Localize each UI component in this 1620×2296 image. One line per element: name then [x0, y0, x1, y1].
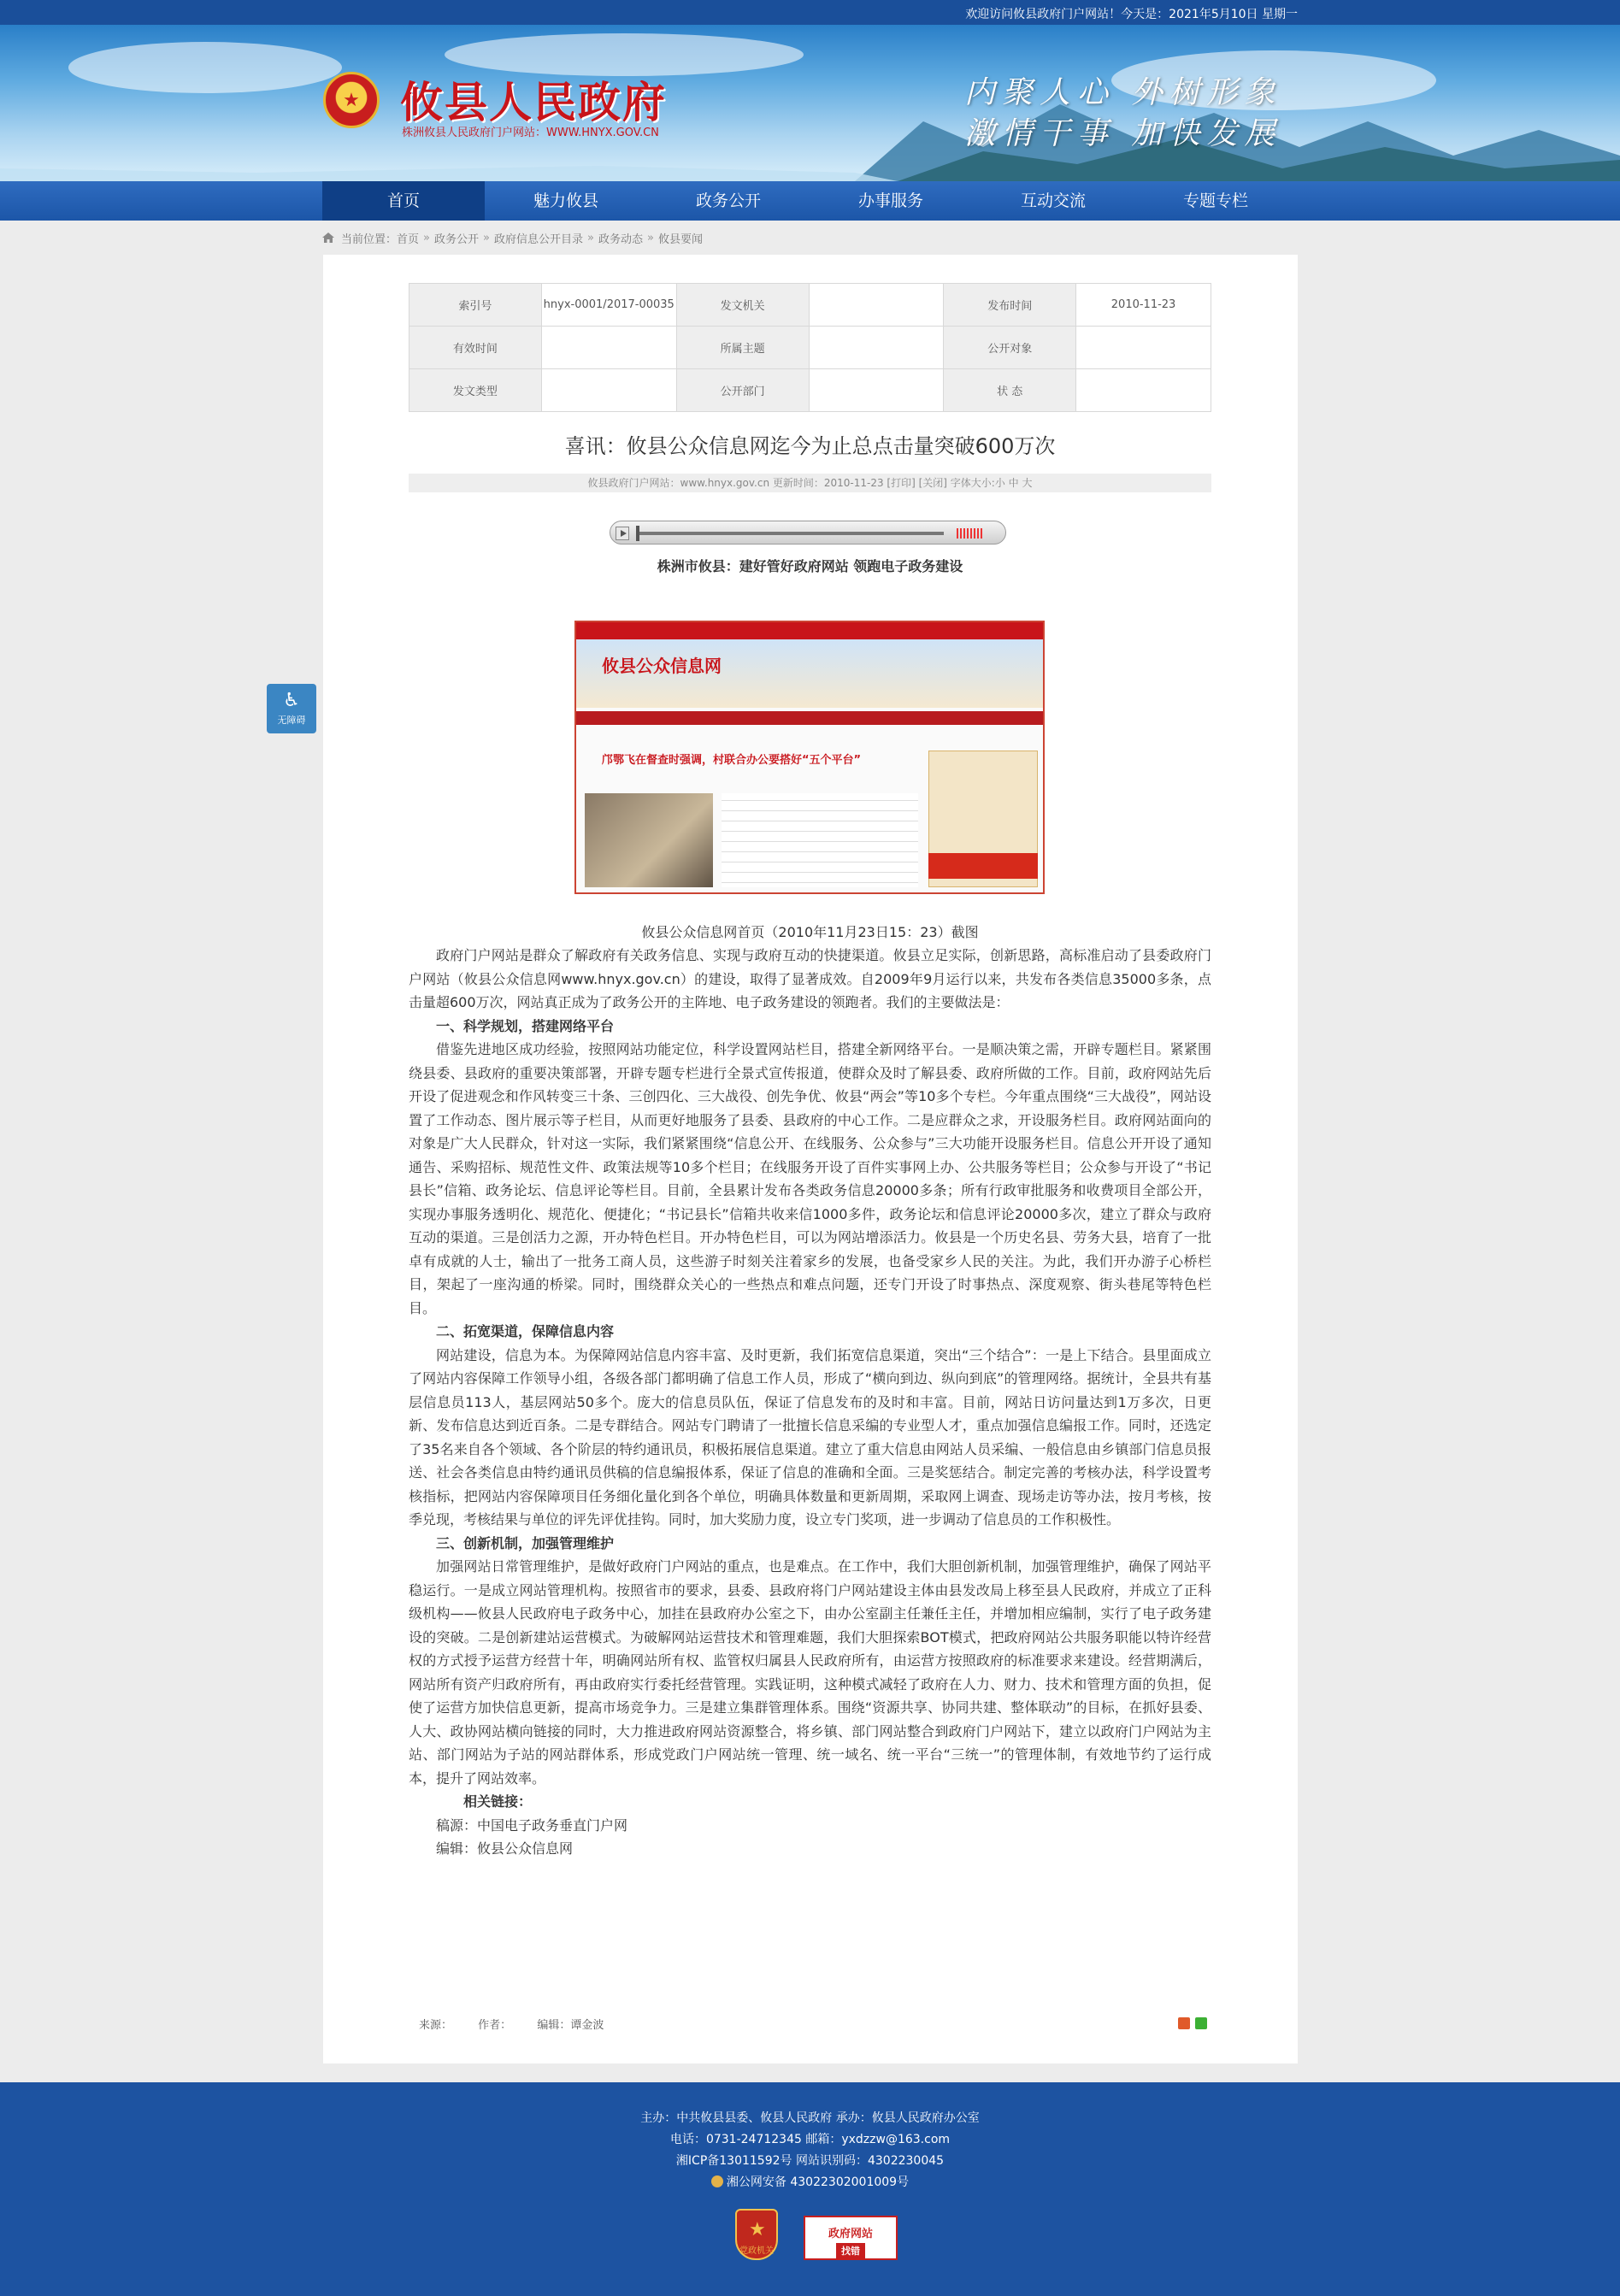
meta-label: 索引号	[409, 284, 542, 327]
play-icon[interactable]	[616, 527, 629, 540]
meta-label: 发文机关	[676, 284, 809, 327]
meta-label: 公开部门	[676, 369, 809, 412]
top-bar	[0, 0, 1620, 25]
cloud-decoration	[68, 42, 342, 93]
meta-value	[809, 369, 944, 412]
source-line: 稿源：中国电子政务垂直门户网	[436, 1816, 628, 1834]
weibo-share-icon[interactable]	[1178, 2017, 1190, 2029]
slogan-line-1: 内聚人心 外树形象	[964, 75, 1282, 110]
main-nav	[0, 181, 1620, 221]
footer-contact: 电话：0731-24712345 邮箱：yxdzzw@163.com	[669, 2133, 951, 2146]
editor-line: 编辑：攸县公众信息网	[436, 1840, 574, 1857]
screenshot-header	[576, 622, 1043, 639]
meta-value: 2010-11-23	[1076, 284, 1211, 327]
mountain-landscape	[0, 87, 1620, 181]
section-heading: 三、创新机制，加强管理维护	[436, 1534, 615, 1551]
error-badge-title: 政府网站	[828, 2228, 873, 2240]
national-emblem-icon: ★	[323, 72, 380, 128]
wechat-share-icon[interactable]	[1195, 2017, 1207, 2029]
progress-track[interactable]	[636, 532, 944, 535]
accessibility-label: 无障碍	[277, 715, 306, 726]
article-paragraph: 加强网站日常管理维护，是做好政府门户网站的重点，也是难点。在工作中，我们大胆创新机制，加强管理维护，确保了网站平稳运行。一是成立网站管理机构。按照省市的要求，县委、县政府将门户网站建设主体由县发改局上移至县人民政府，并成立了正科级机构——攸县人民政府电子政务中心，加挂在县政府办公室之下，由办公室副主任兼任主任，并增加相应编制，实行了电子政务建设的突破。二是创新建站运营模式。为破解网站运营技术和管理难题，我们大胆探索BOT模式，把政府网站公共服务职能以特许经营权的方式授予运营方经营十年，明确网站所有权、监管权归属县人民政府所有，由运营方按照政府的标准要求来建设。经营期满后，网站所有资产归政府所有，再由政府实行委托经营管理。实践证明，这种模式减轻了政府在人力、财力、技术和管理方面的负担，促使了运营方加快信息更新，提高市场竞争力。三是建立集群管理体系。围绕“资源共享、协同共建、整体联动”的目标，在抓好县委、人大、政协网站横向链接的同时，大力推进政府网站资源整合，将乡镇、部门网站整合到政府门户网站下，建立以政府门户网站为主站、部门网站为子站的网站群体系，形成党政门户网站统一管理、统一域名、统一平台“三统一”的管理体制，有效地节约了运行成本，提升了网站效率。	[409, 1558, 1211, 1787]
related-links-label: 相关链接：	[463, 1793, 533, 1810]
source-label: 来源：	[419, 2019, 453, 2032]
share-buttons	[1178, 2017, 1207, 2029]
breadcrumb-item[interactable]: 攸县要闻	[657, 233, 703, 246]
breadcrumb-prefix: 当前位置：	[341, 233, 398, 246]
article-info-bar: 攸县政府门户网站：www.hnyx.gov.cn 更新时间：2010-11-23 [打印] [关闭] 字体大小:小 中 大	[409, 474, 1211, 492]
article-paragraph: 政府门户网站是群众了解政府有关政务信息、实现与政府互动的快捷渠道。攸县立足实际，创新思路，高标准启动了县委政府门户网站（攸县公众信息网www.hnyx.gov.cn）的建设，取得了显著成效。自2009年9月运行以来，共发布各类信息35000多条，点击量超600万次，网站真正成为了政务公开的主阵地、电子政务建设的领跑者。我们的主要做法是：	[409, 947, 1211, 1010]
meta-label: 有效时间	[409, 327, 542, 369]
home-icon	[322, 233, 334, 243]
author-label: 作者：	[478, 2019, 512, 2032]
breadcrumb-item[interactable]: 政务公开	[434, 233, 480, 246]
nav-item-home[interactable]: 首页	[322, 181, 485, 221]
breadcrumb-item[interactable]: 政府信息公开目录	[493, 233, 583, 246]
footer-police-record[interactable]	[0, 2172, 1620, 2193]
meta-label: 状 态	[944, 369, 1076, 412]
meta-value	[1076, 327, 1211, 369]
wheelchair-icon: ♿	[283, 690, 300, 711]
article-body	[409, 944, 1211, 1861]
article-subheading: 株洲市攸县：建好管好政府网站 领跑电子政务建设	[657, 558, 963, 574]
screenshot-sidebar-banner	[928, 853, 1038, 879]
nav-item-interaction[interactable]: 互动交流	[1020, 191, 1086, 210]
screenshot-photo	[585, 793, 713, 887]
error-badge-sub: 找错	[836, 2243, 865, 2258]
breadcrumb-separator: »	[423, 231, 430, 244]
screenshot-nav	[576, 711, 1043, 725]
screenshot-news-list	[722, 793, 918, 887]
breadcrumb-separator: »	[646, 231, 654, 244]
meta-label: 发布时间	[944, 284, 1076, 327]
party-gov-badge[interactable]	[735, 2209, 778, 2260]
meta-label: 发文类型	[409, 369, 542, 412]
breadcrumb-item[interactable]: 政务动态	[598, 233, 643, 246]
article-paragraph: 借鉴先进地区成功经验，按照网站功能定位，科学设置网站栏目，搭建全新网络平台。一是顺决策之需，开辟专题栏目。紧紧围绕县委、县政府的重要决策部署，开辟专题专栏进行全景式宣传报道，使群众及时了解县委、政府所做的工作。目前，政府网站先后开设了促进观念和作风转变三十条、三创四化、三大战役、创先争优、攸县“两会”等10多个专栏。今年重点围绕“三大战役”，网站设置了工作动态、图片展示等子栏目，从而更好地服务了县委、县政府的中心工作。二是应群众之求，开设服务栏目。政府网站面向的对象是广大人民群众，针对这一实际，我们紧紧围绕“信息公开、在线服务、公众参与”三大功能开设服务栏目。信息公开开设了通知通告、采购招标、规范性文件、政策法规等10多个栏目；在线服务开设了百件实事网上办、公共服务等栏目；公众参与开设了“书记县长”信箱、政务论坛、信息评论等栏目。目前，全县累计发布各类政务信息20000多条；所有行政审批服务和收费项目全部公开，实现办事服务透明化、规范化、便捷化；“书记县长”信箱共收来信1000多件，政务论坛和信息评论20000多次，建立了群众与政府互动的渠道。三是创活力之源，开办特色栏目。开办特色栏目，可以为网站增添活力。攸县是一个历史名县、劳务大县，培育了一批卓有成就的人士，输出了一批务工商人员，这些游子时刻关注着家乡的发展，也备受家乡人民的关注。为此，我们开办游子心桥栏目，架起了一座沟通的桥梁。同时，围绕群众关心的一些热点和难点问题，还专门开设了时事热点、深度观察、街头巷尾等特色栏目。	[409, 1041, 1211, 1316]
gov-site-error-report-badge[interactable]	[804, 2216, 898, 2260]
party-gov-badge-icon: ★	[749, 2219, 766, 2240]
audio-player[interactable]	[610, 521, 1006, 545]
breadcrumb-separator: »	[587, 231, 594, 244]
site-footer	[0, 2082, 1620, 2296]
nav-item-special[interactable]: 专题专栏	[1182, 191, 1248, 210]
screenshot-site-name: 攸县公众信息网	[602, 656, 722, 676]
section-heading: 一、科学规划，搭建网络平台	[436, 1017, 615, 1034]
breadcrumb-item[interactable]: 首页	[397, 233, 420, 246]
nav-item-charm[interactable]: 魅力攸县	[533, 191, 598, 210]
article-paragraph: 网站建设，信息为本。为保障网站信息内容丰富、及时更新，我们拓宽信息渠道，突出“三个结合”：一是上下结合。县里面成立了网站内容保障工作领导小组，各级各部门都明确了信息工作人员，形成了“横向到边、纵向到底”的管理网络。据统计，全县共有基层信息员113人，基层网站50多个。庞大的信息员队伍，保证了信息发布的及时和丰富。目前，网站日访问量达到1万多次，日更新、发布信息达到近百条。二是专群结合。网站专门聘请了一批擅长信息采编的专业型人才，重点加强信息编报工作。同时，还选定了35名来自各个领域、各个阶层的特约通讯员，积极拓展信息渠道。建立了重大信息由网站人员采编、一般信息由乡镇部门信息员报送、社会各类信息由特约通讯员供稿的信息编报体系，保证了信息的准确和全面。三是奖惩结合。制定完善的考核办法，科学设置考核指标，把网站内容保障项目任务细化量化到各个单位，明确具体数量和更新周期，采取网上调查、现场走访等办法，按月考核，按季兑现，考核结果与单位的评先评优挂钩。同时，加大奖励力度，设立专门奖项，进一步调动了信息员的工作积极性。	[409, 1346, 1211, 1528]
website-screenshot-image	[574, 621, 1045, 894]
meta-label: 公开对象	[944, 327, 1076, 369]
article-title: 喜讯：攸县公众信息网迄今为止总点击量突破600万次	[564, 434, 1056, 458]
document-meta-table	[409, 283, 1211, 412]
figure-caption: 攸县公众信息网首页（2010年11月23日15：23）截图	[641, 924, 979, 940]
meta-value	[809, 284, 944, 327]
breadcrumb-separator: »	[483, 231, 490, 244]
meta-value: hnyx-0001/2017-00035	[541, 284, 676, 327]
site-title[interactable]: 攸县人民政府	[400, 77, 667, 127]
breadcrumb	[322, 229, 703, 246]
police-record-text: 湘公网安备 43022302001009号	[726, 2175, 910, 2189]
accessibility-button[interactable]	[267, 684, 316, 733]
meta-value	[541, 327, 676, 369]
meta-value	[1076, 369, 1211, 412]
footer-sponsor: 主办：中共攸县县委、攸县人民政府 承办：攸县人民政府办公室	[640, 2111, 980, 2125]
meta-value	[541, 369, 676, 412]
editor-label: 编辑：谭金波	[537, 2019, 604, 2032]
nav-item-gov-affairs[interactable]: 政务公开	[695, 191, 761, 210]
slogan-line-2: 激情干事 加快发展	[964, 116, 1282, 151]
section-heading: 二、拓宽渠道，保障信息内容	[436, 1323, 615, 1339]
article-footer-meta	[419, 2016, 1197, 2033]
meta-value	[809, 327, 944, 369]
site-subtitle: 株洲攸县人民政府门户网站：WWW.HNYX.GOV.CN	[402, 127, 659, 139]
volume-icon[interactable]	[957, 528, 982, 539]
nav-item-services[interactable]: 办事服务	[857, 191, 923, 210]
footer-icp[interactable]: 湘ICP备13011592号 网站识别码：4302230045	[675, 2154, 945, 2168]
screenshot-headline: 邝鄂飞在督查时强调，村联合办公要搭好“五个平台”	[602, 754, 862, 767]
meta-label: 所属主题	[676, 327, 809, 369]
progress-handle[interactable]	[636, 526, 639, 541]
header-banner	[0, 25, 1620, 181]
welcome-text: 欢迎访问攸县政府门户网站！今天是：2021年5月10日 星期一	[965, 8, 1298, 21]
content-panel	[323, 255, 1298, 2063]
party-gov-badge-label: 党政机关	[739, 2246, 774, 2256]
police-badge-icon	[711, 2175, 723, 2187]
